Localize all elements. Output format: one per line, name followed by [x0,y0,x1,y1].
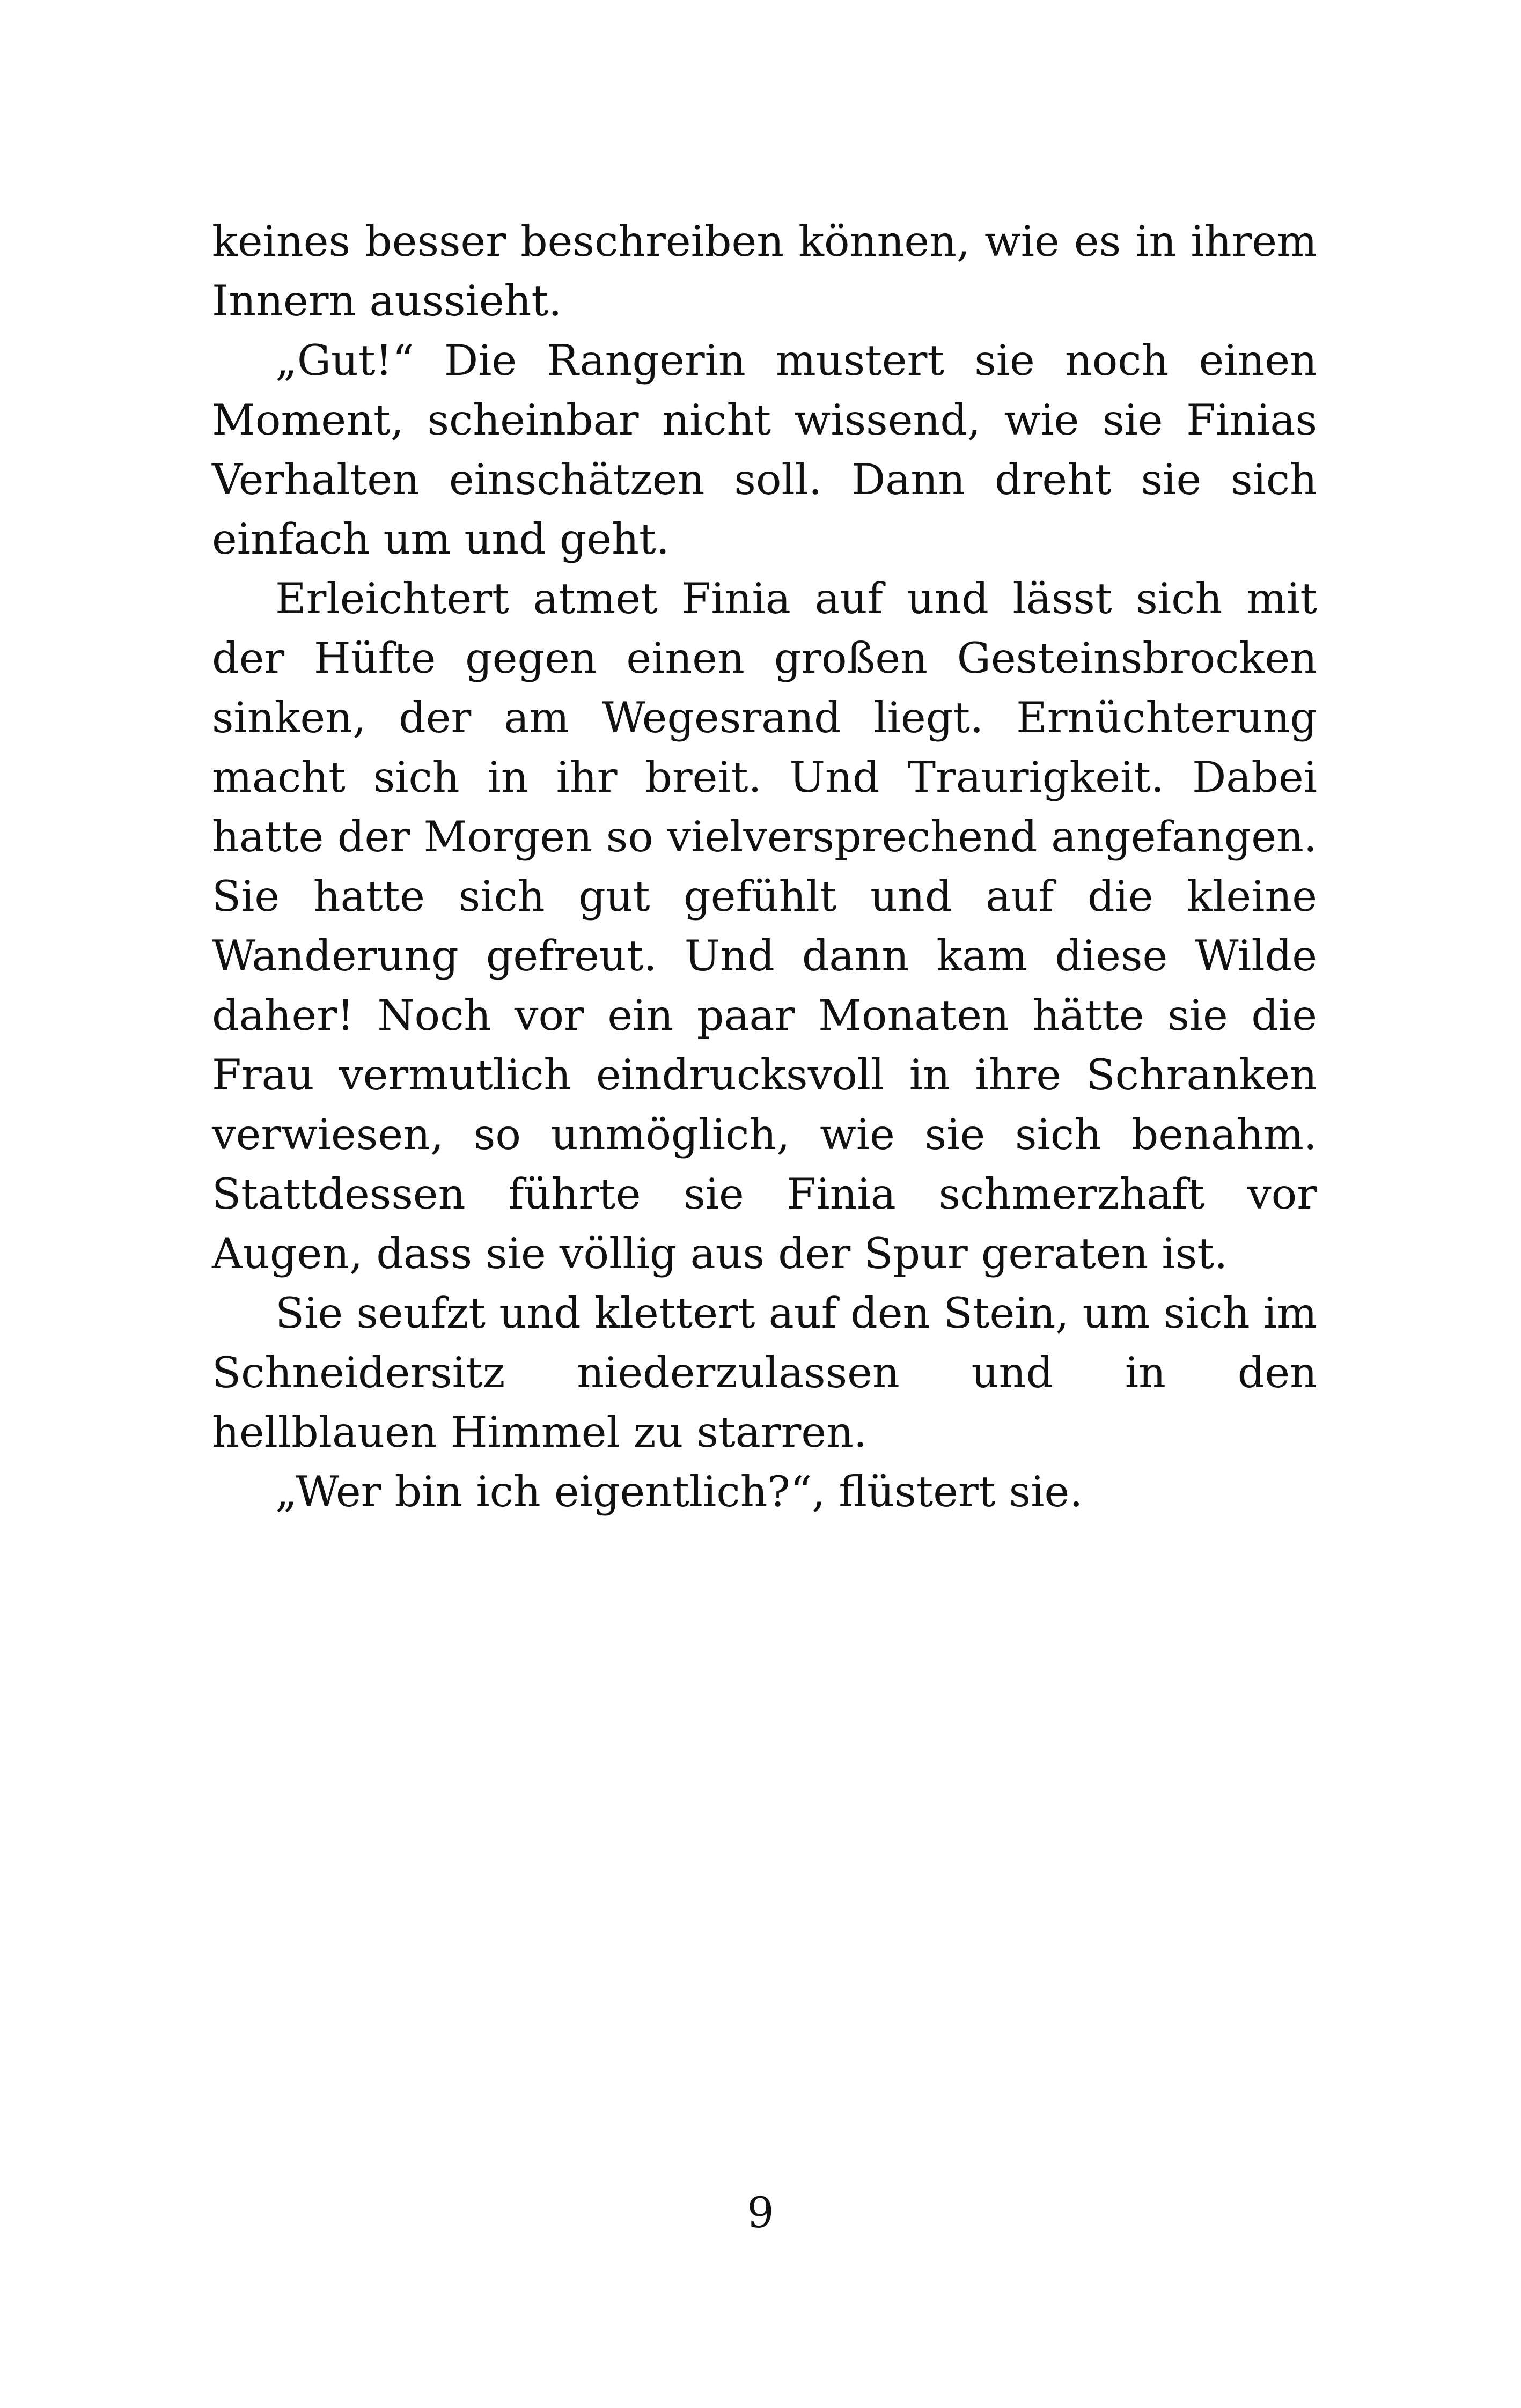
paragraph-2: „Gut!“ Die Rangerin mustert sie noch einen Moment, scheinbar nicht wissend, wie sie Finias Verhalten einschätzen soll. Dann dreht sie sich einfach um und geht. [212,336,1317,564]
paragraph-4: Sie seufzt und klettert auf den Stein, um sich im Schneidersitz niederzulassen und in den hellblauen Himmel zu starren. [212,1288,1317,1457]
paragraph-5: „Wer bin ich eigentlich?“, flüstert sie. [275,1467,1083,1516]
paragraph-1: keines besser beschreiben können, wie es in ihrem Innern aussieht. [212,217,1317,326]
body-text [212,212,1317,1522]
page-number: 9 [747,2188,774,2237]
paragraph-3: Erleichtert atmet Finia auf und lässt sich mit der Hüfte gegen einen großen Gesteinsbrocken sinken, der am Wegesrand liegt. Ernüchterung macht sich in ihr breit. Und Traurigkeit. Dabei hatte der Morgen so vielversprechend angefangen. Sie hatte sich gut gefühlt und auf die kleine Wanderung gefreut. Und dann kam diese Wilde daher! Noch vor ein paar Monaten hätte sie die Frau vermutlich eindrucksvoll in ihre Schranken verwiesen, so unmöglich, wie sie sich benahm. Stattdessen führte sie Finia schmerzhaft vor Augen, dass sie völlig aus der Spur geraten ist. [212,574,1317,1278]
